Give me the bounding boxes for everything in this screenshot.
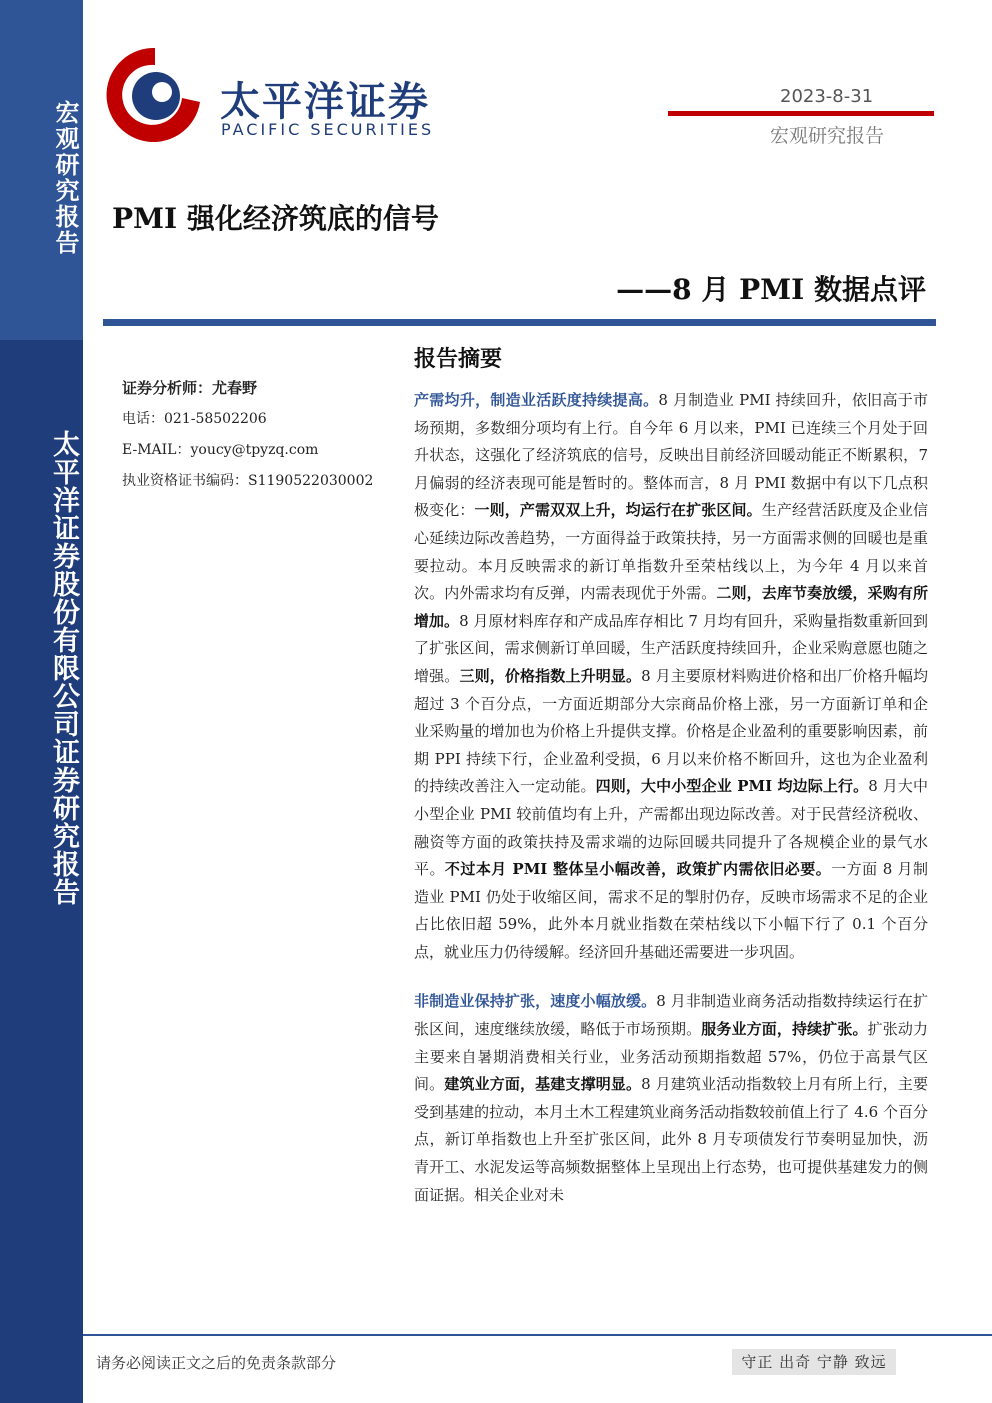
footer-motto: 守正 出奇 宁静 致远 [732, 1349, 896, 1375]
analyst-phone: 电话：021-58502206 [122, 411, 267, 427]
sidebar-report-type: 宏观研究报告 [51, 100, 79, 256]
paragraph-emphasis: 不过本月 PMI 整体呈小幅改善，政策扩内需依旧必要。 [444, 860, 832, 879]
paragraph-emphasis: 服务业方面，持续扩张。 [701, 1020, 868, 1039]
paragraph-emphasis: 二则，去库节奏放缓，采购有所增加。 [414, 584, 928, 630]
summary-heading: 报告摘要 [414, 346, 503, 372]
paragraph-text: 8 月原材料库存和产成品库存相比 7 月均有回升，采购量指数重新回到了扩张区间，需求侧新订单回暖，生产活跃度持续回升，企业采购意愿也随之增强。 [414, 611, 928, 685]
report-title: PMI 强化经济筑底的信号 [112, 202, 439, 235]
summary-paragraph-nonmanufacturing [414, 988, 928, 1209]
footer-disclaimer: 请务必阅读正文之后的免责条款部分 [96, 1354, 337, 1372]
analyst-name: 证券分析师：尤春野 [122, 379, 258, 397]
summary-paragraph-manufacturing [414, 387, 928, 966]
analyst-info [122, 373, 373, 497]
company-logo-icon [100, 40, 210, 150]
paragraph-text: 8 月建筑业活动指数较上月有所上行，主要受到基建的拉动，本月土木工程建筑业商务活动指数较前值上行了 4.6 个百分点，新订单指数也上升至扩张区间，此外 8 月专项债发行节奏明显加快，沥青开工、水泥发运等高频数据整体上呈现出上行态势，也可提供基建发力的侧面证据。相关企业对未 [414, 1075, 928, 1204]
paragraph-emphasis: 一则，产需双双上升，均运行在扩张区间。 [474, 501, 762, 520]
paragraph-lead: 非制造业保持扩张，速度小幅放缓。 [414, 992, 657, 1011]
header-divider [668, 111, 934, 116]
report-type-label: 宏观研究报告 [770, 125, 885, 147]
report-subtitle: ——8 月 PMI 数据点评 [616, 273, 926, 306]
report-date: 2023-8-31 [780, 86, 874, 107]
logo-wordmark-en: PACIFIC SECURITIES [221, 120, 435, 139]
paragraph-lead: 产需均升，制造业活跃度持续提高。 [414, 391, 659, 409]
title-divider [103, 319, 936, 326]
analyst-cert: 执业资格证书编码：S1190522030002 [122, 473, 374, 489]
paragraph-text: 8 月大中小型企业 PMI 较前值均有上升，产需都出现边际改善。对于民营经济税收、融资等方面的政策扶持及需求端的边际回暖共同提升了各规模企业的景气水平。 [414, 777, 928, 879]
paragraph-text: 生产经营活跃度及企业信心延续边际改善趋势，一方面得益于政策扶持，另一方面需求侧的回暖也是重要拉动。本月反映需求的新订单指数升至荣枯线以上，为今年 4 月以来首次。内外需求均有反弹，内需表现优于外需。 [414, 501, 928, 603]
logo-wordmark-cn: 太平洋证券 [220, 79, 430, 125]
paragraph-text: 8 月制造业 PMI 持续回升，依旧高于市场预期，多数细分项均有上行。自今年 6 月以来，PMI 已连续三个月处于回升状态，这强化了经济筑底的信号，反映出目前经济回暖动能正不断累积，7 月偏弱的经济表现可能是暂时的。整体而言，8 月 PMI 数据中有以下几点积极变化： [414, 391, 928, 520]
paragraph-text: 8 月主要原材料购进价格和出厂价格升幅均超过 3 个百分点，一方面近期部分大宗商品价格上涨，另一方面新订单和企业采购量的增加也为价格上升提供支撑。价格是企业盈利的重要影响因素，前期 PPI 持续下行，企业盈利受损，6 月以来价格不断回升，这也为企业盈利的持续改善注入一定动能。 [414, 666, 928, 796]
paragraph-text: 8 月非制造业商务活动指数持续运行在扩张区间，速度继续放缓，略低于市场预期。 [414, 992, 928, 1039]
sidebar-company-label: 太平洋证券股份有限公司证券研究报告 [48, 430, 79, 906]
footer-divider [83, 1334, 992, 1336]
paragraph-emphasis: 三则，价格指数上升明显。 [459, 666, 642, 685]
paragraph-emphasis: 建筑业方面，基建支撑明显。 [444, 1075, 642, 1094]
analyst-email: E-MAIL：youcy@tpyzq.com [122, 442, 319, 458]
summary-body [414, 387, 928, 1209]
paragraph-emphasis: 四则，大中小型企业 PMI 均边际上行。 [595, 777, 869, 796]
paragraph-text: 一方面 8 月制造业 PMI 仍处于收缩区间，需求不足的掣肘仍存，反映市场需求不足的企业占比依旧超 59%，此外本月就业指数在荣枯线以下小幅下行了 0.1 个百分点，就业压力仍待缓解。经济回升基础还需要进一步巩固。 [414, 860, 928, 961]
paragraph-text: 扩张动力主要来自暑期消费相关行业，业务活动预期指数超 57%，仍位于高景气区间。 [414, 1020, 928, 1094]
